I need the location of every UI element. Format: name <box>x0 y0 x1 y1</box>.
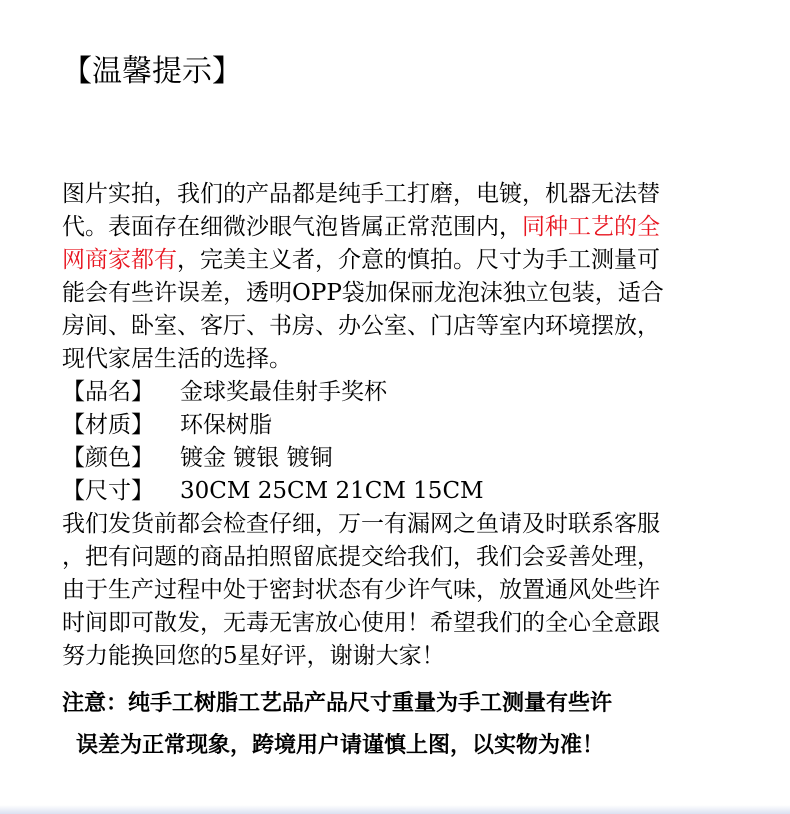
spec-label: 【品名】 <box>62 379 154 405</box>
page-title: 【温馨提示】 <box>62 54 242 89</box>
spec-value: 环保树脂 <box>180 412 272 438</box>
intro-line-2-text: 代。表面存在细微沙眼气泡皆属正常范围内， <box>62 214 522 240</box>
service-line-3: 由于生产过程中处于密封状态有少许气味，放置通风处些许 <box>62 577 660 603</box>
bottom-shadow <box>0 805 790 814</box>
intro-line-1: 图片实拍，我们的产品都是纯手工打磨，电镀，机器无法替 <box>62 181 660 207</box>
notice-line-1: 注意：纯手工树脂工艺品产品尺寸重量为手工测量有些许 <box>62 691 613 716</box>
spec-label: 【尺寸】 <box>62 478 154 504</box>
service-line-2: ，把有问题的商品拍照留底提交给我们，我们会妥善处理， <box>62 544 660 570</box>
spec-row-material <box>62 409 762 442</box>
spec-row-name <box>62 376 762 409</box>
service-line-5: 努力能换回您的5星好评，谢谢大家！ <box>62 643 445 669</box>
service-line-1: 我们发货前都会检查仔细，万一有漏网之鱼请及时联系客服 <box>62 511 660 537</box>
intro-line-3-text: ，完美主义者，介意的慎拍。尺寸为手工测量可 <box>177 247 660 273</box>
spec-row-size <box>62 475 762 508</box>
notice-line-2: 误差为正常现象，跨境用户请谨慎上图，以实物为准！ <box>76 733 605 758</box>
intro-line-5: 房间、卧室、客厅、书房、办公室、门店等室内环境摆放， <box>62 313 660 339</box>
intro-line-6: 现代家居生活的选择。 <box>62 346 292 372</box>
service-line-4: 时间即可散发，无毒无害放心使用！希望我们的全心全意跟 <box>62 610 660 636</box>
spec-value: 镀金 镀银 镀铜 <box>180 445 333 471</box>
highlight-text-1: 同种工艺的全 <box>522 214 660 240</box>
intro-line-2 <box>62 211 762 244</box>
spec-value: 30CM 25CM 21CM 15CM <box>180 478 484 504</box>
spec-value: 金球奖最佳射手奖杯 <box>180 379 387 405</box>
intro-line-4: 能会有些许误差，透明OPP袋加保丽龙泡沫独立包装，适合 <box>62 280 664 306</box>
spec-label: 【颜色】 <box>62 445 154 471</box>
highlight-text-2: 网商家都有 <box>62 247 177 273</box>
notice-block <box>62 683 762 767</box>
description-block <box>62 178 762 673</box>
spec-row-color <box>62 442 762 475</box>
spec-label: 【材质】 <box>62 412 154 438</box>
intro-line-3 <box>62 244 762 277</box>
